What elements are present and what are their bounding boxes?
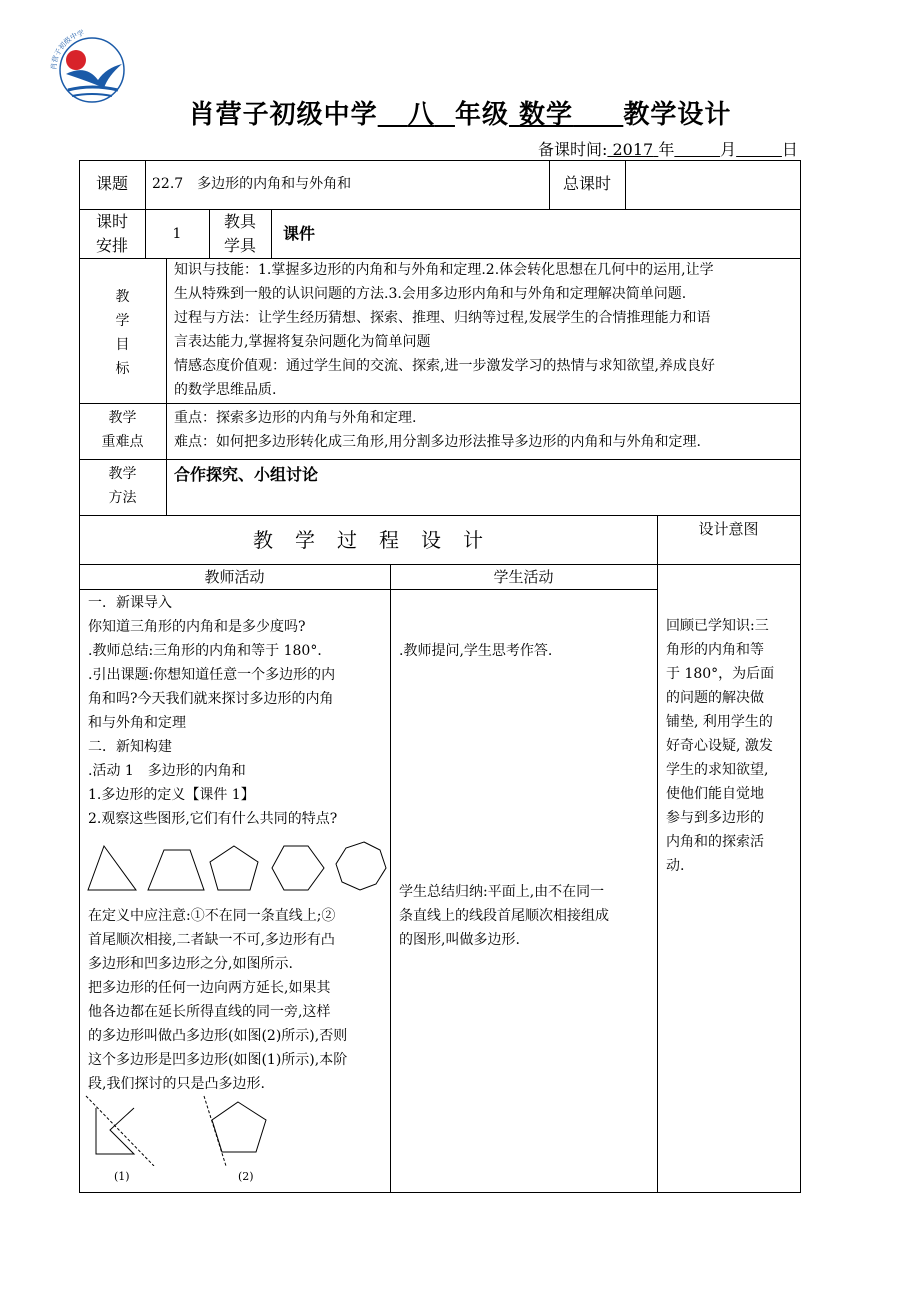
prep-time <box>538 137 798 160</box>
method-label: 教学 方法 <box>108 466 137 506</box>
student-activity-1: .教师提问,学生思考作答. <box>399 643 553 659</box>
goals-text: 知识与技能：1.掌握多边形的内角和与外角和定理.2.体会转化思想在几何中的运用,让学 生从特殊到一般的认识问题的方法.3.会用多边形内角和与外角和定理解决简单问题. 过程与方法：让学生经历猜想、探索、推理、归纳等过程,发展学生的合情推理能力和语 言表达能力,掌握将复杂问题化为简单问题 情感态度价值观：通过学生间的交流、探索,进一步激发学习的热情与求知欲望,养成良好 的数学思维品质. <box>174 262 715 398</box>
student-label: 学生活动 <box>493 568 554 586</box>
teacher-activity-2: 在定义中应注意:①不在同一条直线上;② 首尾顺次相接,二者缺一不可,多边形有凸 多边形和凹多边形之分,如图所示. 把多边形的任何一边向两方延长,如果其 他各边都在延长所得直线的同一旁,这样 的多边形叫做凸多边形(如图(2)所示),否则 这个多边形是凹多边形(如图(1)所示),本阶 段,我们探讨的只是凸多边形. <box>88 908 348 1092</box>
topic-value: 22.7 多边形的内角和与外角和 <box>152 176 352 192</box>
trapezoid-figure <box>148 850 204 890</box>
key-label: 教学 重难点 <box>101 410 144 450</box>
month-unit: 月 <box>720 140 737 159</box>
page-title <box>0 94 920 131</box>
polygon-figures <box>84 838 390 898</box>
prep-year: 2017 <box>612 140 654 159</box>
tools-value: 课件 <box>283 224 316 243</box>
tools-label: 教具 学具 <box>223 212 256 255</box>
heptagon-figure <box>336 842 386 890</box>
total-hours-label: 总课时 <box>562 174 611 193</box>
hexagon-figure <box>272 846 324 890</box>
fig-label-2: (2) <box>238 1170 254 1183</box>
student-activity-2: 学生总结归纳:平面上,由不在同一 条直线上的线段首尾顺次相接组成 的图形,叫做多边形. <box>399 884 609 948</box>
day-unit: 日 <box>781 140 798 159</box>
intent-label: 设计意图 <box>698 520 759 538</box>
method-value: 合作探究、小组讨论 <box>174 465 319 484</box>
doc-type: 教学设计 <box>623 100 732 130</box>
fig-label-1: (1) <box>114 1170 130 1183</box>
process-title: 教学过程设计 <box>253 528 505 552</box>
pentagon-figure <box>210 846 258 890</box>
prep-label: 备课时间: <box>538 140 608 159</box>
grade: 八 <box>407 100 435 130</box>
teacher-activity-1: 一．新课导入 你知道三角形的内角和是多少度吗? .教师总结:三角形的内角和等于 180°． .引出课题:你想知道任意一个多边形的内 角和吗?今天我们就来探讨多边形的内角 和与外角和定理 二．新知构建 .活动 1 多边形的内角和 1.多边形的定义【课件 1】 2.观察这些图形,它们有什么共同的特点? <box>88 595 338 827</box>
subject: 数学 <box>519 100 574 130</box>
schedule-value: 1 <box>172 226 182 242</box>
teacher-label: 教师活动 <box>204 568 265 586</box>
convex-pentagon <box>212 1102 266 1152</box>
topic-label: 课题 <box>95 174 128 193</box>
school-name: 肖营子初级中学 <box>188 100 378 130</box>
concave-polygon <box>96 1108 134 1154</box>
goal-label: 教 学 目 标 <box>115 289 130 377</box>
design-intent: 回顾已学知识:三 角形的内角和等 于 180°，为后面 的问题的解决做 铺垫, 利用学生的 好奇心设疑, 激发 学生的求知欲望, 使他们能自觉地 参与到多边形的 内角和的探索活 动. <box>666 618 775 874</box>
grade-suffix: 年级 <box>454 100 509 130</box>
logo-text: 肖营子初级中学 <box>49 28 86 71</box>
convex-concave-figures <box>84 1094 304 1166</box>
triangle-figure <box>88 846 136 890</box>
key-text: 重点：探索多边形的内角与外角和定理. 难点：如何把多边形转化成三角形,用分割多边形法推导多边形的内角和与外角和定理. <box>174 410 701 450</box>
year-unit: 年 <box>658 140 675 159</box>
schedule-label: 课时 安排 <box>95 212 128 255</box>
